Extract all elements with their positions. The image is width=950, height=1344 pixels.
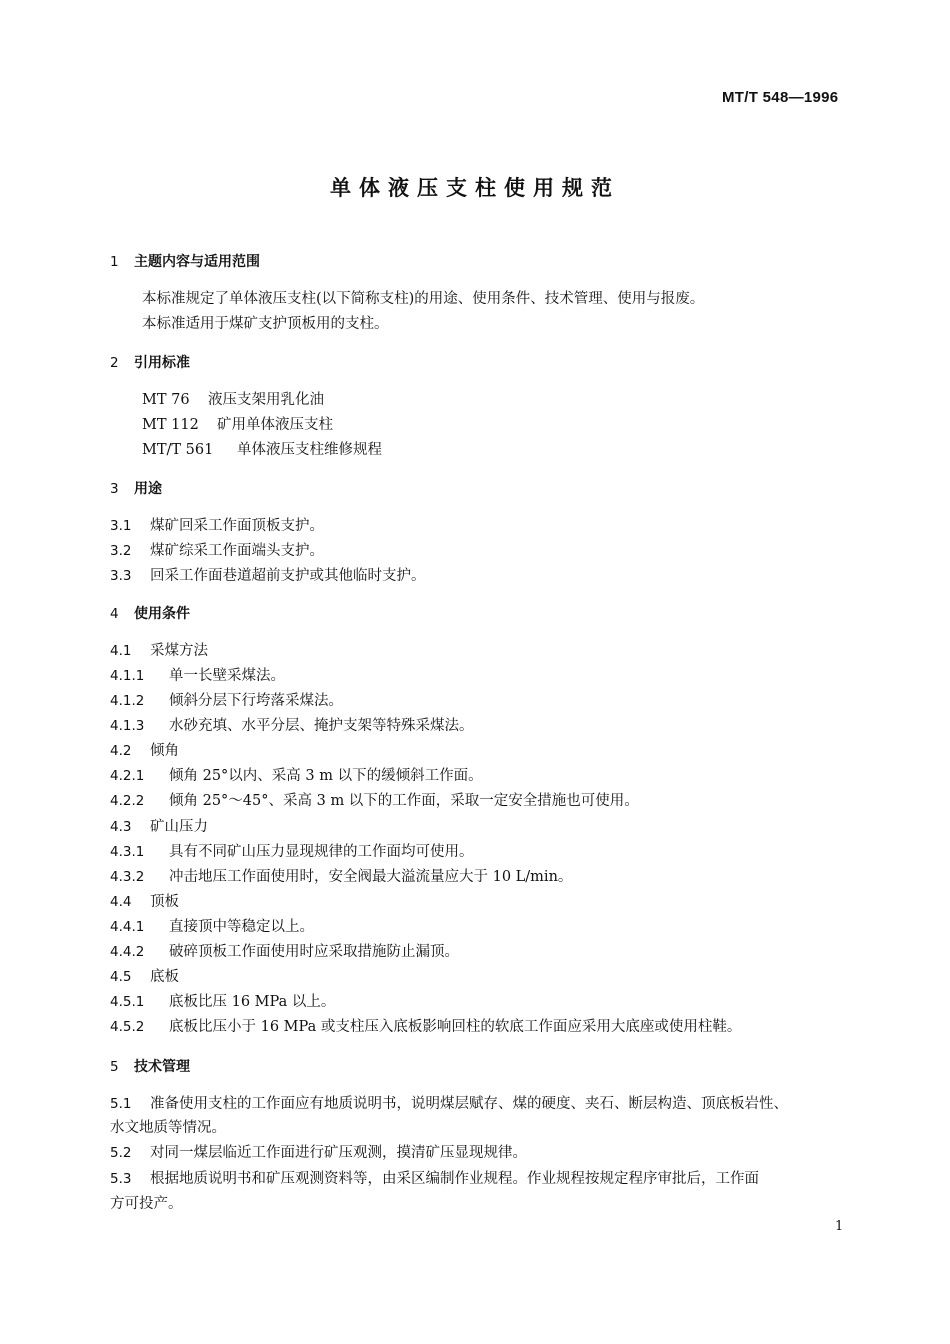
- section-heading: 1 主题内容与适用范围: [110, 254, 260, 270]
- clause: 4.5.2 底板比压小于 16 MPa 或支柱压入底板影响回柱的软底工作面应采用大底座或使用柱鞋。: [110, 1019, 742, 1035]
- clause: 4.1.1 单一长壁采煤法。: [110, 668, 285, 684]
- clause: 4.4.2 破碎顶板工作面使用时应采取措施防止漏顶。: [110, 944, 459, 960]
- clause: 3.2 煤矿综采工作面端头支护。: [110, 543, 324, 559]
- clause: 4.1.3 水砂充填、水平分层、掩护支架等特殊采煤法。: [110, 718, 474, 734]
- section-heading: 2 引用标准: [110, 355, 190, 371]
- clause: 4.1.2 倾斜分层下行垮落采煤法。: [110, 693, 343, 709]
- clause: 4.5.1 底板比压 16 MPa 以上。: [110, 994, 336, 1010]
- section-heading: 5 技术管理: [110, 1059, 190, 1075]
- clause: 3.1 煤矿回采工作面顶板支护。: [110, 518, 324, 534]
- document-title: 单体液压支柱使用规范: [330, 176, 620, 200]
- clause: 4.2 倾角: [110, 743, 179, 759]
- clause: 3.3 回采工作面巷道超前支护或其他临时支护。: [110, 568, 426, 584]
- clause: 4.2.2 倾角 25°～45°、采高 3 m 以下的工作面，采取一定安全措施也可使用。: [110, 793, 639, 809]
- clause: 4.5 底板: [110, 969, 179, 985]
- clause: 4.4 顶板: [110, 894, 179, 910]
- page-number: 1: [835, 1219, 844, 1234]
- reference-item: MT 76 液压支架用乳化油: [142, 392, 324, 408]
- clause: 5.2 对同一煤层临近工作面进行矿压观测，摸清矿压显现规律。: [110, 1145, 527, 1161]
- clause-continuation: 水文地质等情况。: [110, 1120, 226, 1136]
- clause: 4.3 矿山压力: [110, 819, 208, 835]
- clause: 4.1 采煤方法: [110, 643, 208, 659]
- clause: 4.3.2 冲击地压工作面使用时，安全阀最大溢流量应大于 10 L/min。: [110, 869, 573, 885]
- clause: 4.2.1 倾角 25°以内、采高 3 m 以下的缓倾斜工作面。: [110, 768, 483, 784]
- clause: 4.4.1 直接顶中等稳定以上。: [110, 919, 314, 935]
- reference-item: MT 112 矿用单体液压支柱: [142, 417, 333, 433]
- paragraph: 本标准规定了单体液压支柱(以下简称支柱)的用途、使用条件、技术管理、使用与报废。: [142, 291, 705, 307]
- clause: 5.3 根据地质说明书和矿压观测资料等，由采区编制作业规程。作业规程按规定程序审批后，工作面: [110, 1171, 759, 1187]
- section-heading: 3 用途: [110, 481, 162, 497]
- reference-item: MT/T 561 单体液压支柱维修规程: [142, 442, 382, 458]
- section-heading: 4 使用条件: [110, 606, 190, 622]
- clause: 5.1 准备使用支柱的工作面应有地质说明书，说明煤层赋存、煤的硬度、夹石、断层构造、顶底板岩性、: [110, 1096, 788, 1112]
- clause-continuation: 方可投产。: [110, 1196, 183, 1212]
- standard-number: MT/T 548—1996: [722, 89, 839, 106]
- clause: 4.3.1 具有不同矿山压力显现规律的工作面均可使用。: [110, 844, 474, 860]
- paragraph: 本标准适用于煤矿支护顶板用的支柱。: [142, 316, 389, 332]
